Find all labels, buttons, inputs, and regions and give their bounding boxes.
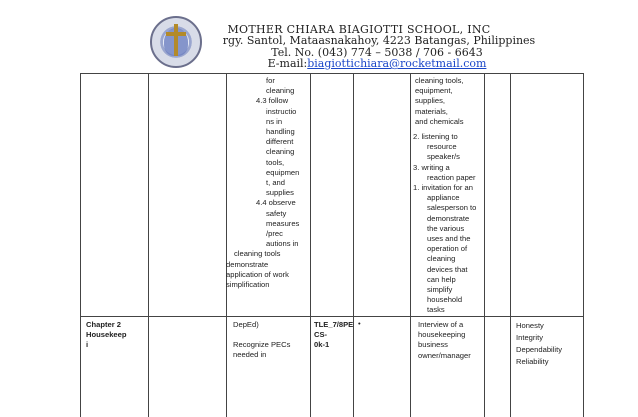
activity-line: cleaning [427, 254, 456, 264]
activity-cell [418, 320, 484, 361]
activity-line: resource [427, 142, 457, 152]
value-line: Honesty [516, 321, 544, 330]
competency-line: Recognize PECs [233, 340, 291, 350]
objective-line: measures [266, 218, 300, 228]
email-link[interactable]: biagiottichiara@rocketmail.com [307, 57, 487, 70]
school-name: MOTHER CHIARA BIAGIOTTI SCHOOL, INC [227, 23, 491, 36]
objective-line: 4.4 observe [256, 198, 296, 208]
activity-line: owner/manager [418, 350, 471, 360]
code-cell [314, 320, 356, 351]
school-telephone: Tel. No. (043) 774 – 5038 / 706 - 6643 [271, 46, 483, 59]
code-line: CS- [314, 330, 328, 340]
bullet-icon: • [358, 319, 361, 328]
competency-line: needed in [233, 350, 267, 360]
value-line: Reliability [516, 357, 549, 366]
activities-cell [413, 76, 483, 316]
activity-line: appliance [427, 193, 460, 203]
objective-line: 4.3 follow [256, 96, 289, 106]
chapter-line: i [86, 340, 89, 350]
activity-line: business [418, 340, 448, 350]
objective-line: cleaning tools [234, 249, 281, 259]
activity-line: simplify [427, 285, 453, 295]
objective-line: cleaning [266, 86, 295, 96]
code-line: TLE_7/8PE [314, 320, 354, 329]
objective-line: handling [266, 127, 295, 137]
objective-line: ns in [266, 116, 283, 126]
activity-line: household [427, 295, 463, 305]
chapter-cell [86, 320, 146, 351]
competency-cell [233, 320, 308, 361]
activity-line: materials, [415, 106, 448, 116]
objectives-cell [226, 76, 310, 290]
chapter-line: Housekeep [86, 330, 127, 340]
activity-line: the various [427, 223, 465, 233]
activity-line: can help [427, 274, 456, 284]
activity-line: devices that [427, 264, 468, 274]
activity-line: operation of [427, 244, 468, 254]
objective-line: /prec [266, 229, 283, 239]
objective-line: tools, [266, 157, 285, 167]
activity-line: speaker/s [427, 152, 460, 162]
objective-line: different [266, 137, 294, 147]
activity-line: and chemicals [415, 116, 464, 126]
activity-line: demonstrate [427, 213, 470, 223]
activity-line: 1. invitation for an [413, 183, 473, 193]
value-line: Integrity [516, 333, 544, 342]
value-line: Dependability [516, 345, 563, 354]
objective-line: cleaning [266, 147, 295, 157]
activity-line: housekeeping [418, 330, 466, 340]
email-label: E-mail: [267, 57, 308, 70]
activity-line: supplies, [415, 96, 445, 106]
objective-line: supplies [266, 188, 294, 198]
objective-line: application of work [226, 269, 289, 279]
activity-line: salesperson to [427, 203, 477, 213]
objective-line: autions in [266, 239, 299, 249]
objective-line: for [266, 76, 275, 85]
values-cell [516, 320, 582, 368]
objective-line: t, and [266, 178, 285, 188]
chapter-line: Chapter 2 [86, 320, 122, 329]
code-line: 0k-1 [314, 340, 330, 350]
objective-line: instructio [266, 106, 297, 116]
competency-line: DepEd) [233, 320, 259, 329]
activity-line: equipment, [415, 86, 453, 96]
activity-line: Interview of a [418, 320, 464, 329]
activity-line: 2. listening to [413, 132, 458, 142]
activity-line: uses and the [427, 234, 471, 244]
objective-line: simplification [226, 280, 270, 290]
activity-line: cleaning tools, [415, 76, 464, 85]
activity-line: 3. writing a [413, 162, 450, 172]
school-address: rgy. Santol, Mataasnakahoy, 4223 Batangas, Philippines [222, 34, 536, 47]
objective-line: safety [266, 208, 287, 218]
objective-line: demonstrate [226, 259, 269, 269]
activity-line: reaction paper [427, 172, 476, 182]
activity-line: tasks [427, 305, 445, 315]
objective-line: equipmen [266, 167, 300, 177]
